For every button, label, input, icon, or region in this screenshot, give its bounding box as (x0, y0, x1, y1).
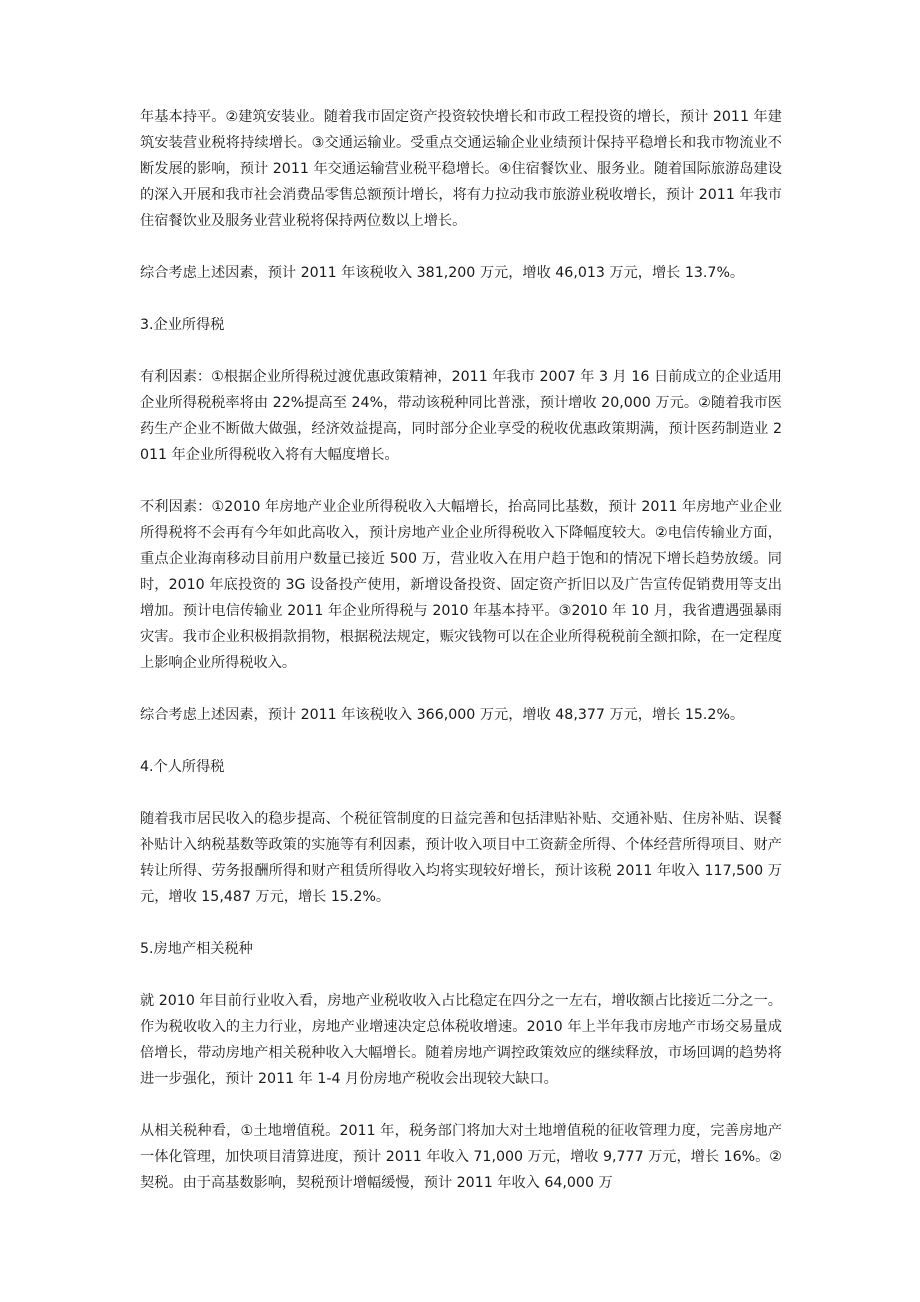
section-heading-personal-income-tax: 4.个人所得税 (140, 759, 225, 775)
paragraph-real-estate-overview: 就 2010 年目前行业收入看，房地产业税收收入占比稳定在四分之一左右，增收额占比接近二分之一。作为税收收入的主力行业，房地产业增速决定总体税收增速。2010 年上半年我市房地产市场交易量成倍增长，带动房地产相关税种收入大幅增长。随着房地产调控政策效应的继续释放，市场回调的趋势将进一步强化，预计 2011 年 1-4 月份房地产税收会出现较大缺口。 (140, 993, 782, 1087)
paragraph-corporate-tax-summary: 综合考虑上述因素，预计 2011 年该税收入 366,000 万元，增收 48,377 万元，增长 15.2%。 (140, 707, 745, 723)
paragraph-real-estate-tax-types: 从相关税种看，①土地增值税。2011 年，税务部门将加大对土地增值税的征收管理力度，完善房地产一体化管理，加快项目清算进度，预计 2011 年收入 71,000 万元，增收 9,777 万元，增长 16%。②契税。由于高基数影响，契税预计增幅缓慢，预计 2011 年收入 64,000 万 (140, 1123, 783, 1191)
paragraph-unfavorable-factors: 不利因素：①2010 年房地产业企业所得税收入大幅增长，抬高同比基数，预计 2011 年房地产业企业所得税将不会再有今年如此高收入，预计房地产业企业所得税收入下降幅度较大。②电信传输业方面，重点企业海南移动目前用户数量已接近 500 万，营业收入在用户趋于饱和的情况下增长趋势放缓。同时，2010 年底投资的 3G 设备投产使用，新增设备投资、固定资产折旧以及广告宣传促销费用等支出增加。预计电信传输业 2011 年企业所得税与 2010 年基本持平。③2010 年 10 月，我省遭遇强暴雨灾害。我市企业积极捐款捐物，根据税法规定，赈灾钱物可以在企业所得税税前全额扣除，在一定程度上影响企业所得税收入。 (140, 499, 782, 671)
paragraph-personal-income-tax: 随着我市居民收入的稳步提高、个税征管制度的日益完善和包括津贴补贴、交通补贴、住房补贴、误餐补贴计入纳税基数等政策的实施等有利因素，预计收入项目中工资薪金所得、个体经营所得项目、财产转让所得、劳务报酬所得和财产租赁所得收入均将实现较好增长，预计该税 2011 年收入 117,500 万元，增收 15,487 万元，增长 15.2%。 (140, 811, 782, 905)
paragraph-business-tax-summary: 综合考虑上述因素，预计 2011 年该税收入 381,200 万元，增收 46,013 万元，增长 13.7%。 (140, 265, 745, 281)
paragraph-business-tax-industries: 年基本持平。②建筑安装业。随着我市固定资产投资较快增长和市政工程投资的增长，预计 2011 年建筑安装营业税将持续增长。③交通运输业。受重点交通运输企业业绩预计保持平稳增长和我市物流业不断发展的影响，预计 2011 年交通运输营业税平稳增长。④住宿餐饮业、服务业。随着国际旅游岛建设的深入开展和我市社会消费品零售总额预计增长，将有力拉动我市旅游业税收增长，预计 2011 年我市住宿餐饮业及服务业营业税将保持两位数以上增长。 (140, 109, 782, 229)
section-heading-real-estate-taxes: 5.房地产相关税种 (140, 941, 253, 957)
paragraph-favorable-factors: 有利因素：①根据企业所得税过渡优惠政策精神，2011 年我市 2007 年 3 月 16 日前成立的企业适用企业所得税税率将由 22%提高至 24%，带动该税种同比普涨，预计增收 20,000 万元。②随着我市医药生产企业不断做大做强，经济效益提高，同时部分企业享受的税收优惠政策期满，预计医药制造业 2011 年企业所得税收入将有大幅度增长。 (140, 369, 782, 463)
document-page (140, 104, 782, 1196)
section-heading-corporate-income-tax: 3.企业所得税 (140, 317, 225, 333)
